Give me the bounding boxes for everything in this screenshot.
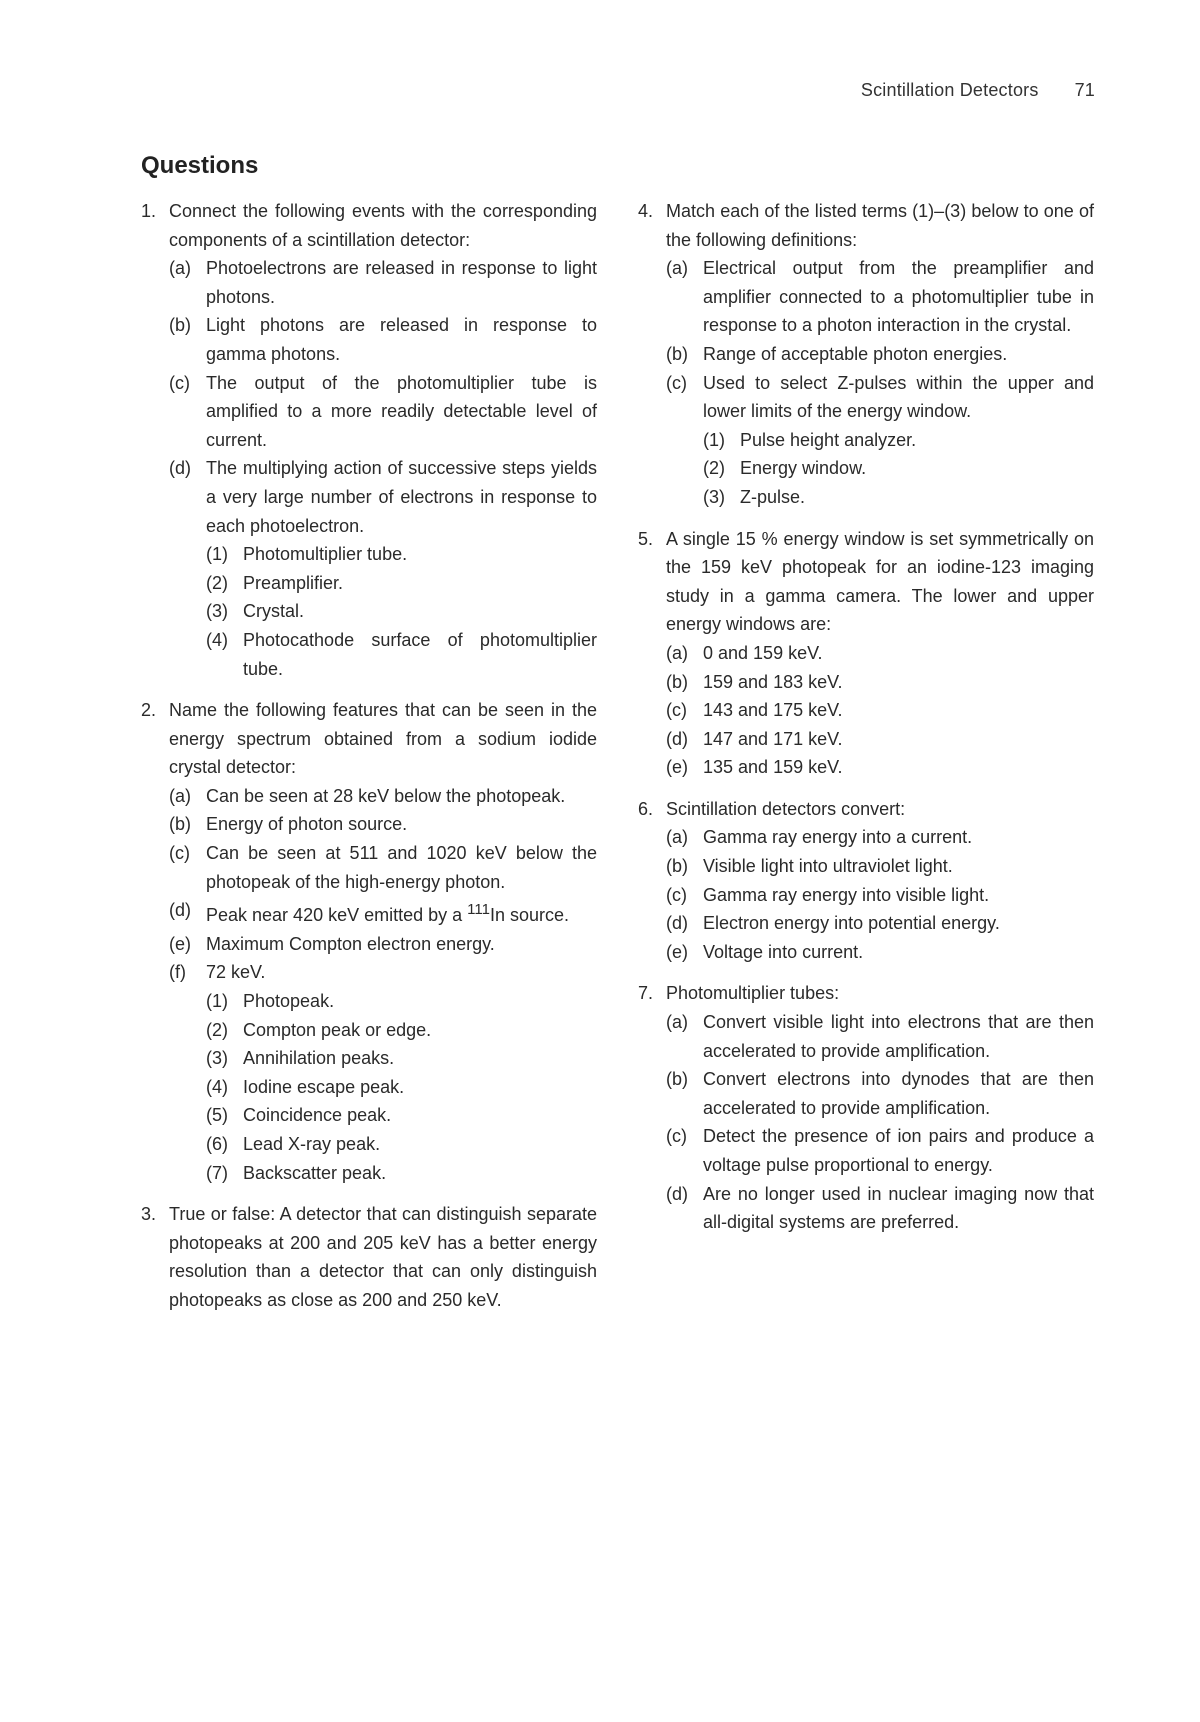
question-text: True or false: A detector that can distinguish separate photopeaks at 200 and 205 keV has a better energy resolution than a detector that can only distinguish photopeaks as close as 200 and 250 keV. — [169, 1204, 597, 1310]
option-d: (d) Electron energy into potential energy. — [666, 913, 1000, 934]
left-column — [141, 197, 597, 1328]
question-5 — [638, 525, 1094, 782]
option-d: (d) Are no longer used in nuclear imaging now that all-digital systems are preferred. — [666, 1183, 1094, 1233]
running-head — [861, 80, 1095, 101]
option-b: (b) Visible light into ultraviolet light. — [666, 856, 953, 877]
item-3: (3) Crystal. — [206, 601, 305, 622]
option-d: (d) Peak near 420 keV emitted by a $^{111}$In source. — [169, 900, 570, 926]
question-4 — [638, 197, 1094, 512]
item-2: (2) Preamplifier. — [206, 572, 344, 593]
option-c: (c) The output of the photomultiplier tube is amplified to a more readily detectable level of current. — [169, 372, 597, 450]
option-b: (b) Range of acceptable photon energies. — [666, 343, 1008, 364]
option-b: (b) Convert electrons into dynodes that are then accelerated to provide amplification. — [666, 1069, 1094, 1118]
question-7 — [638, 979, 1094, 1236]
option-a: (a) Gamma ray energy into a current. — [666, 827, 973, 848]
question-number: 6. — [638, 798, 654, 819]
question-3 — [141, 1200, 597, 1314]
option-d: (d) The multiplying action of successive steps yields a very large number of electrons in response to each photoelectron. — [169, 458, 597, 536]
option-e: (e) Maximum Compton electron energy. — [169, 933, 495, 954]
option-b: (b) Light photons are released in response to gamma photons. — [169, 315, 597, 364]
option-b: (b) 159 and 183 keV. — [666, 671, 843, 692]
option-f: (f) 72 keV. — [169, 962, 266, 983]
question-text: Connect the following events with the corresponding components of a scintillation detector: — [169, 201, 597, 250]
question-2 — [141, 696, 597, 1187]
item-2: (2) Compton peak or edge. — [206, 1019, 432, 1040]
question-text: Scintillation detectors convert: — [666, 798, 906, 819]
question-number: 1. — [141, 201, 157, 221]
question-number: 5. — [638, 528, 654, 549]
item-7: (7) Backscatter peak. — [206, 1162, 387, 1183]
option-b: (b) Energy of photon source. — [169, 814, 408, 835]
option-e: (e) 135 and 159 keV. — [666, 757, 843, 778]
item-4: (4) Iodine escape peak. — [206, 1076, 405, 1097]
running-title: Scintillation Detectors — [860, 80, 1039, 100]
item-3: (3) Z-pulse. — [703, 486, 806, 507]
option-c: (c) Used to select Z-pulses within the upper and lower limits of the energy window. — [666, 372, 1094, 422]
item-4: (4) Photocathode surface of photomultiplier tube. — [206, 629, 597, 679]
question-number: 4. — [638, 201, 654, 221]
item-2: (2) Energy window. — [703, 458, 867, 479]
option-a: (a) Electrical output from the preamplifier and amplifier connected to a photomultiplier tube in response to a photon interaction in the crystal. — [666, 258, 1094, 336]
question-text: Name the following features that can be seen in the energy spectrum obtained from a sodium iodide crystal detector: — [169, 700, 597, 778]
section-heading: Questions — [141, 152, 259, 179]
item-1: (1) Photomultiplier tube. — [206, 544, 408, 565]
page-number: 71 — [1074, 80, 1095, 100]
option-a: (a) Convert visible light into electrons that are then accelerated to provide amplification. — [666, 1012, 1094, 1061]
option-e: (e) Voltage into current. — [666, 941, 864, 962]
right-column — [638, 197, 1094, 1250]
option-c: (c) 143 and 175 keV. — [666, 700, 843, 721]
question-text: Match each of the listed terms (1)–(3) below to one of the following definitions: — [666, 201, 1094, 250]
item-3: (3) Annihilation peaks. — [206, 1048, 395, 1069]
item-1: (1) Pulse height analyzer. — [703, 429, 917, 450]
isotope-mass-number: 111 — [467, 901, 490, 919]
item-6: (6) Lead X-ray peak. — [206, 1134, 381, 1154]
option-a: (a) 0 and 159 keV. — [666, 642, 823, 663]
option-c: (c) Gamma ray energy into visible light. — [666, 884, 990, 905]
option-d: (d) 147 and 171 keV. — [666, 728, 843, 749]
question-6 — [638, 795, 1094, 967]
option-c: (c) Detect the presence of ion pairs and produce a voltage pulse proportional to energy. — [666, 1126, 1094, 1175]
option-a: (a) Can be seen at 28 keV below the photopeak. — [169, 785, 566, 806]
question-text: A single 15 % energy window is set symmetrically on the 159 keV photopeak for an iodine-123 imaging study in a gamma camera. The lower and upper energy windows are: — [666, 528, 1094, 635]
option-c: (c) Can be seen at 511 and 1020 keV below the photopeak of the high-energy photon. — [169, 843, 597, 892]
item-1: (1) Photopeak. — [206, 991, 335, 1012]
question-number: 3. — [141, 1204, 157, 1225]
item-5: (5) Coincidence peak. — [206, 1105, 392, 1126]
question-1 — [141, 197, 597, 683]
question-text: Photomultiplier tubes: — [666, 983, 840, 1004]
question-number: 7. — [638, 983, 654, 1004]
option-a: (a) Photoelectrons are released in response to light photons. — [169, 258, 597, 307]
question-number: 2. — [141, 700, 157, 721]
